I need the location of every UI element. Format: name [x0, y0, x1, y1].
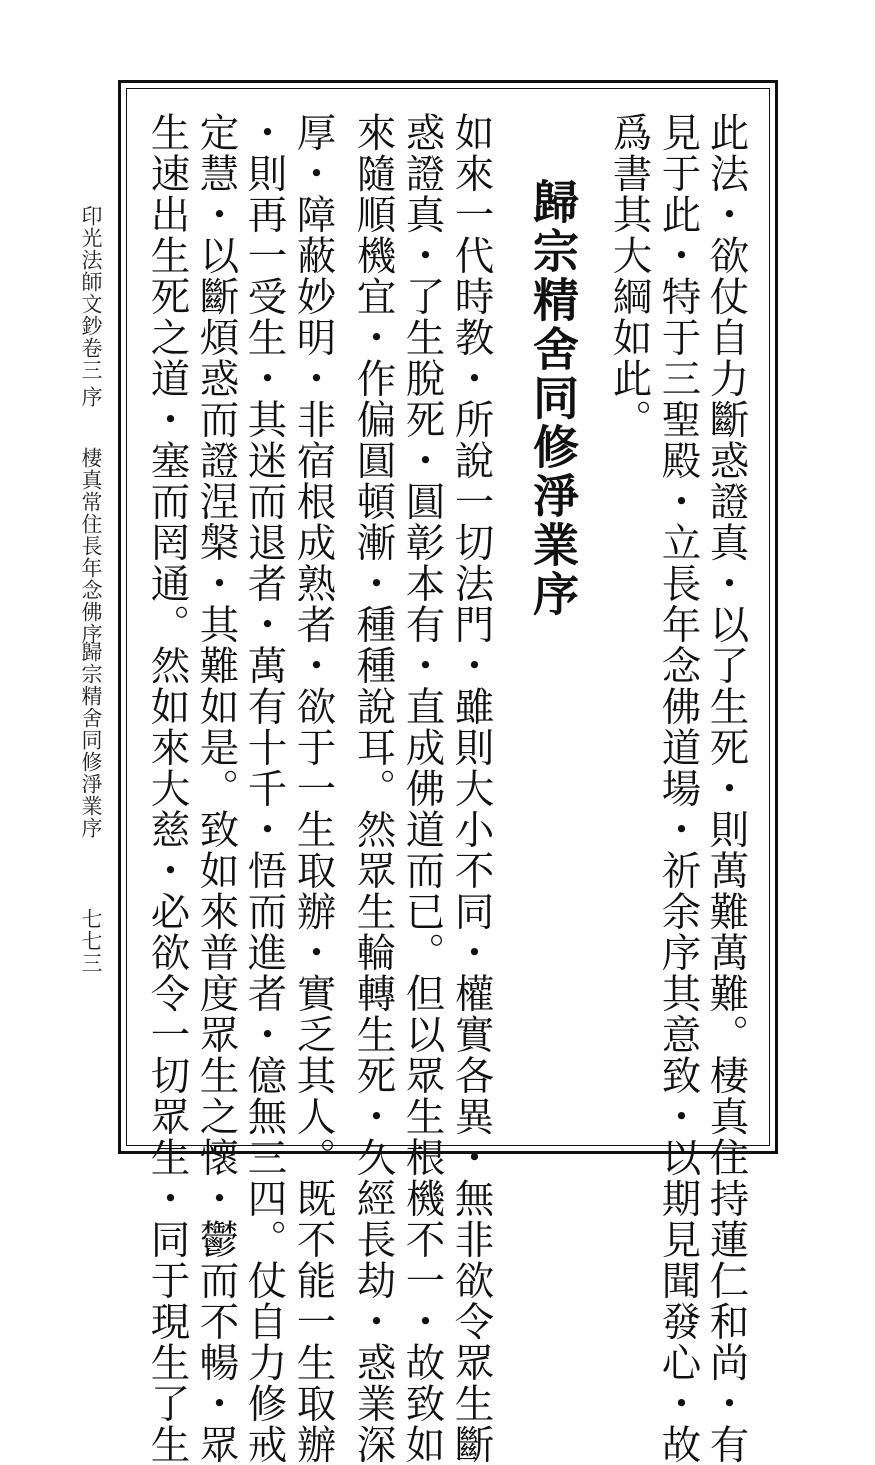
- page-number: 七七三: [79, 908, 103, 974]
- margin-book-title: 印光法師文鈔卷三: [79, 205, 103, 381]
- text-column-6: 來隨順機宜・作偏圓頓漸・種種說耳。然眾生輪轉生死・久經長劫・惑業深: [350, 112, 397, 1465]
- margin-chapter: 棲真常住長年念佛序: [79, 447, 103, 645]
- text-column-1: 此法・欲仗自力斷惑證真・以了生死・則萬難萬難。棲真住持蓮仁和尚・有: [703, 112, 750, 1465]
- text-column-7: 厚・障蔽妙明・非宿根成熟者・欲于一生取辦・實乏其人。既不能一生取辦: [290, 112, 337, 1465]
- margin-section: 序: [79, 386, 103, 408]
- text-column-2: 見于此・特于三聖殿・立長年念佛道場・祈余序其意致・以期見聞發心・故: [655, 112, 702, 1465]
- text-column-4: 如來一代時教・所說一切法門・雖則大小不同・權實各異・無非欲令眾生斷: [448, 112, 495, 1465]
- text-column-3: 爲書其大綱如此。: [606, 112, 653, 440]
- text-column-10: 生速出生死之道・塞而罔通。然如來大慈・必欲令一切眾生・同于現生了生: [144, 112, 191, 1465]
- text-column-8: ・則再一受生・其迷而退者・萬有十千・悟而進者・億無三四。仗自力修戒: [241, 112, 288, 1465]
- section-title: 歸宗精舍同修淨業序: [526, 178, 580, 619]
- text-column-9: 定慧・以斷煩惑而證涅槃・其難如是。致如來普度眾生之懷・鬱而不暢・眾: [193, 112, 240, 1465]
- text-column-5: 惑證真・了生脫死・圓彰本有・直成佛道而已。但以眾生根機不一・故致如: [399, 112, 446, 1465]
- margin-current-section: 歸宗精舍同修淨業序: [79, 641, 103, 839]
